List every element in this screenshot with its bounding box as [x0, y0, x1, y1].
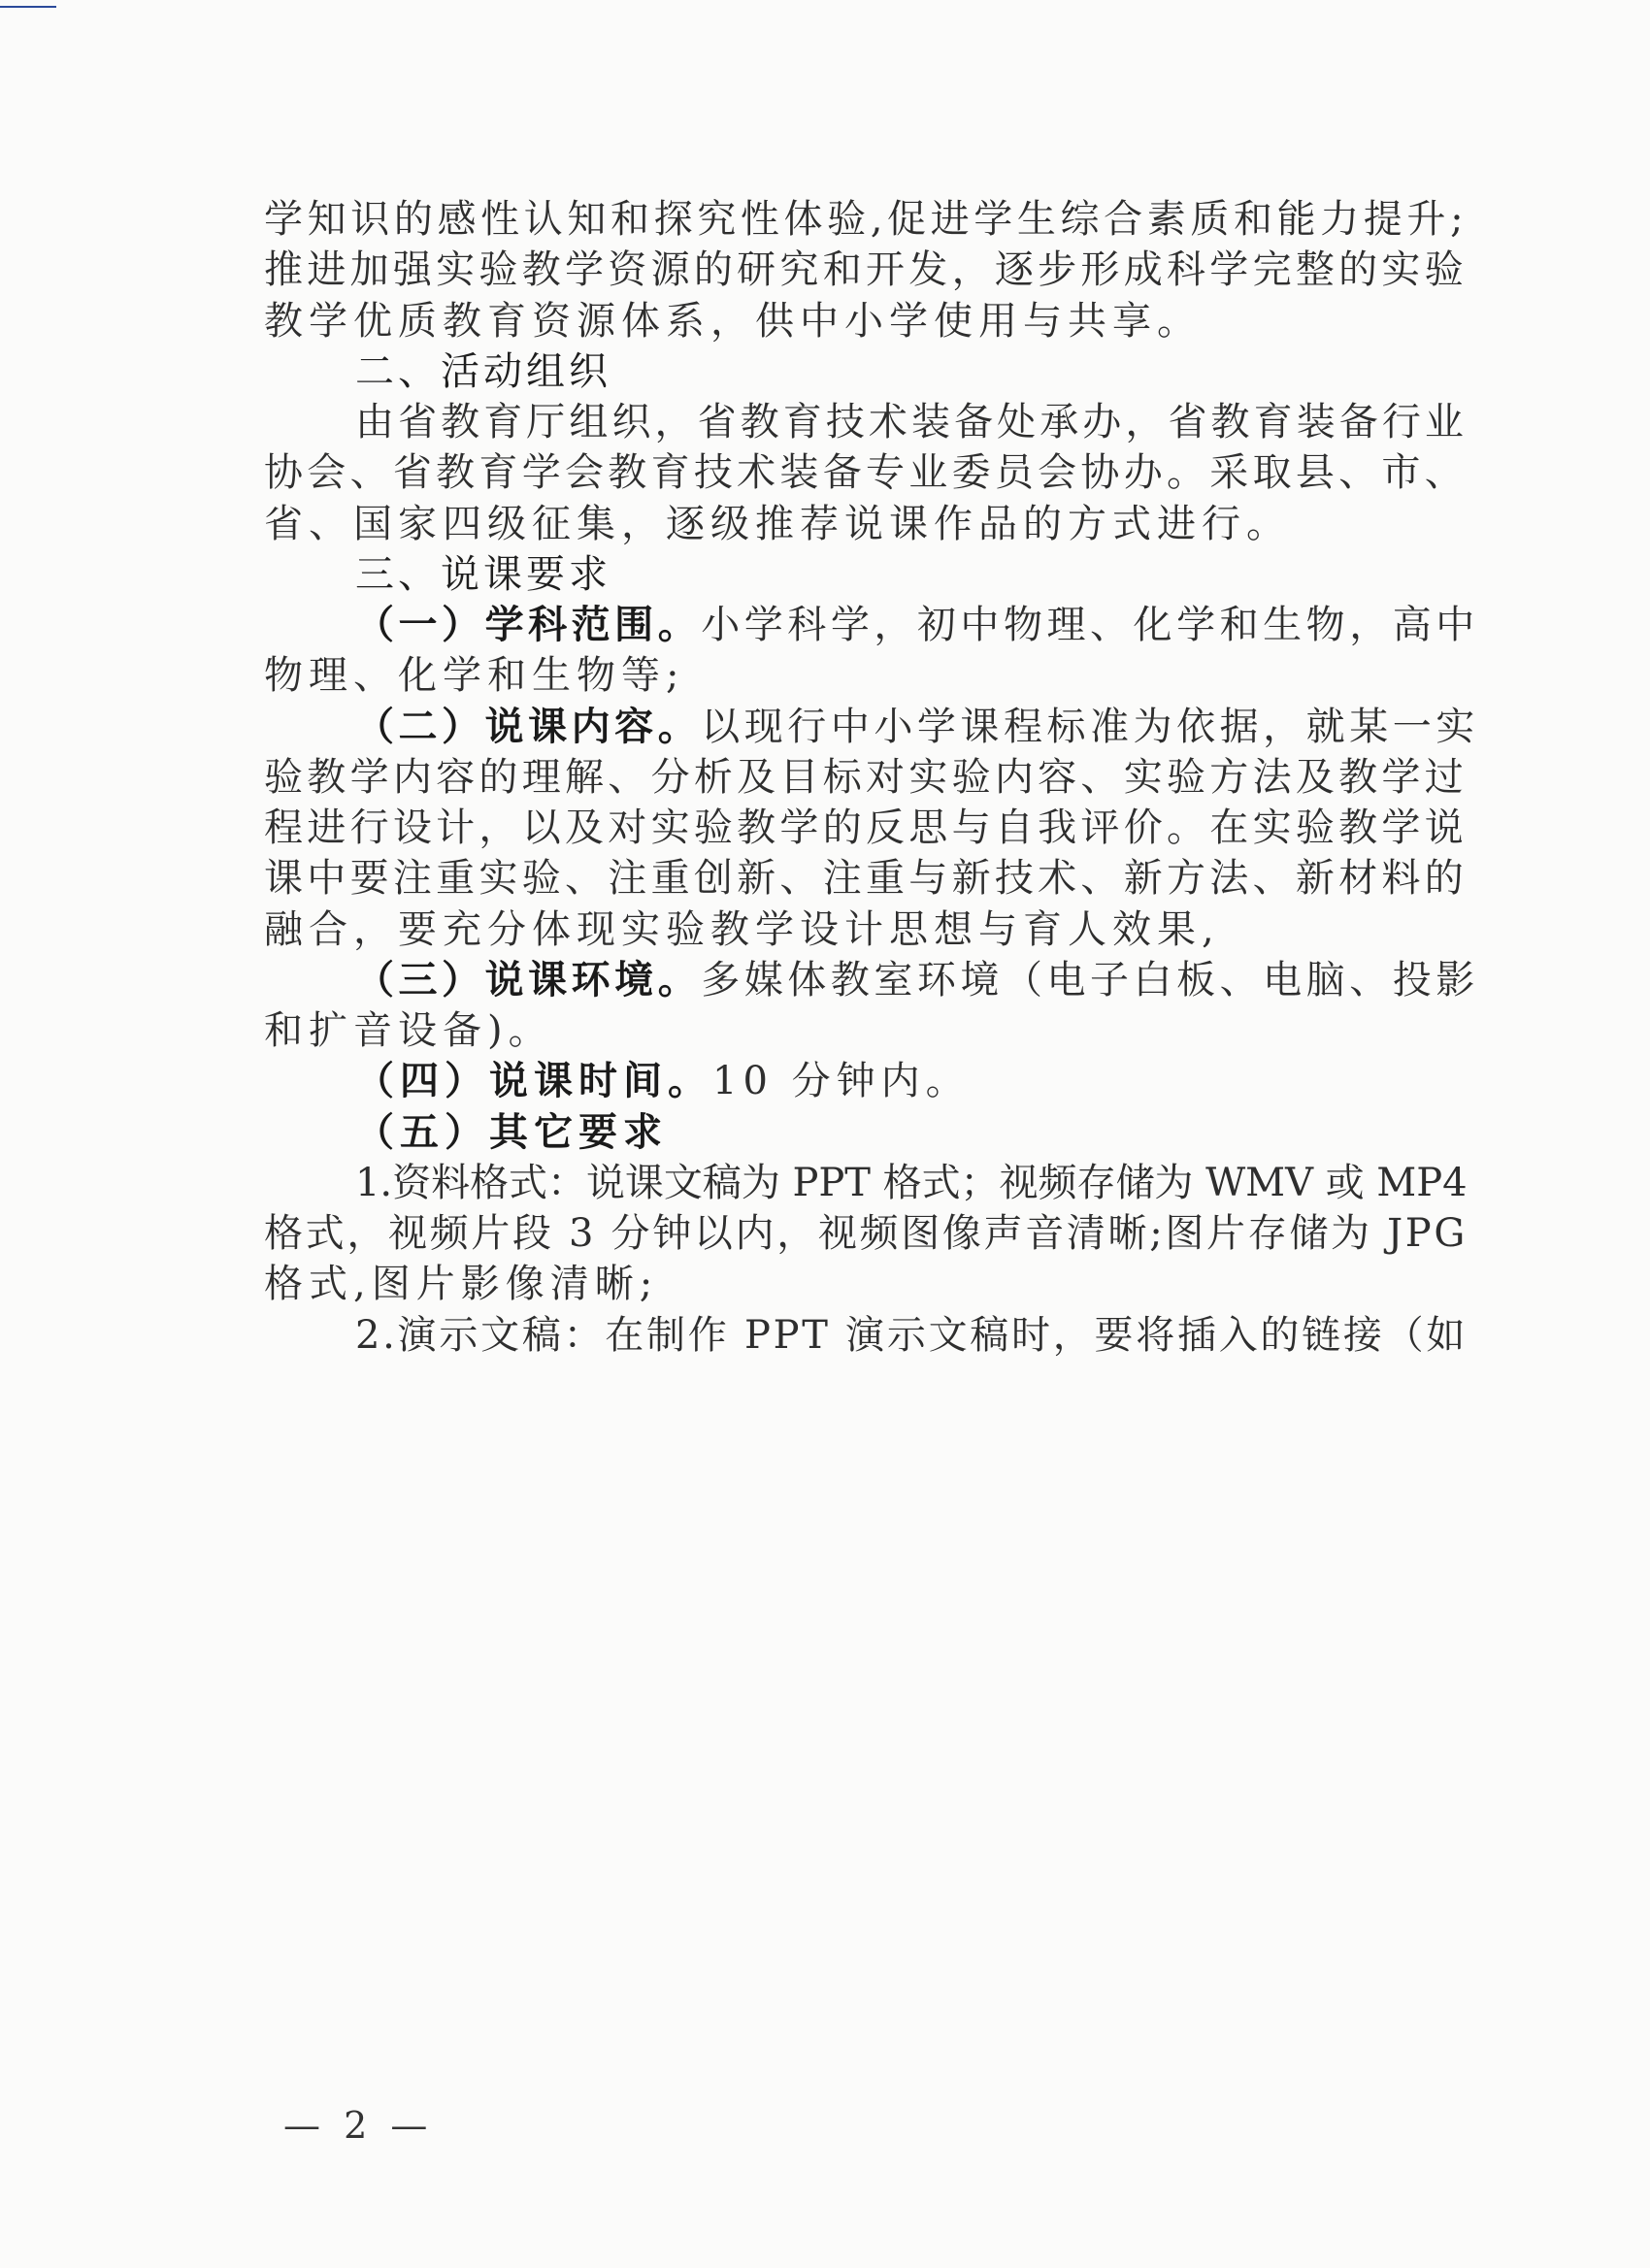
subsection-title-4: （四）说课时间。	[355, 1059, 712, 1103]
subsection-line-1	[355, 602, 1479, 648]
body-line-9: 程进行设计，以及对实验教学的反思与自我评价。在实验教学说	[264, 805, 1468, 850]
body-line-12: 和扩音设备)。	[264, 1008, 553, 1053]
subsection-title-2: （二）说课内容。	[355, 705, 702, 749]
section-heading-2: 二、活动组织	[355, 349, 611, 394]
body-line-6: 省、国家四级征集，逐级推荐说课作品的方式进行。	[264, 502, 1291, 546]
subsection-title-1: （一）学科范围。	[355, 603, 702, 647]
subsection-text-3: 多媒体教室环境（电子白板、电脑、投影	[701, 958, 1479, 1003]
body-line-11: 融合，要充分体现实验教学设计思想与育人效果,	[264, 907, 1220, 952]
page-number: — 2 —	[283, 2104, 434, 2147]
subsection-text-2: 以现行中小学课程标准为依据，就某一实	[701, 705, 1479, 749]
body-line-13: 1.资料格式：说课文稿为 PPT 格式；视频存储为 WMV 或 MP4	[355, 1161, 1468, 1205]
subsection-text-4: 10 分钟内。	[712, 1059, 971, 1103]
subsection-line-2	[355, 704, 1479, 750]
body-line-7: 物理、化学和生物等;	[264, 653, 685, 698]
body-line-15: 格式,图片影像清晰;	[264, 1262, 659, 1306]
subsection-line-4	[355, 1058, 971, 1104]
body-line-10: 课中要注重实验、注重创新、注重与新技术、新方法、新材料的	[264, 856, 1468, 901]
body-line-1: 学知识的感性认知和探究性体验,促进学生综合素质和能力提升;	[264, 197, 1468, 242]
section-heading-3: 三、说课要求	[355, 552, 611, 597]
body-line-14: 格式，视频片段 3 分钟以内，视频图像声音清晰;图片存储为 JPG	[264, 1211, 1468, 1256]
body-line-4: 由省教育厅组织，省教育技术装备处承办，省教育装备行业	[355, 400, 1468, 444]
body-line-5: 协会、省教育学会教育技术装备专业委员会协办。采取县、市、	[264, 450, 1468, 495]
subsection-text-1: 小学科学，初中物理、化学和生物，高中	[701, 603, 1479, 647]
subsection-line-3	[355, 957, 1479, 1003]
subsection-title-5: （五）其它要求	[355, 1110, 668, 1155]
body-line-16: 2.演示文稿：在制作 PPT 演示文稿时，要将插入的链接（如	[355, 1313, 1468, 1358]
body-line-3: 教学优质教育资源体系，供中小学使用与共享。	[264, 299, 1202, 344]
subsection-line-5	[355, 1109, 668, 1156]
subsection-title-3: （三）说课环境。	[355, 958, 702, 1003]
scan-corner-mark	[0, 0, 56, 8]
body-line-2: 推进加强实验教学资源的研究和开发，逐步形成科学完整的实验	[264, 247, 1468, 292]
body-line-8: 验教学内容的理解、分析及目标对实验内容、实验方法及教学过	[264, 755, 1468, 800]
